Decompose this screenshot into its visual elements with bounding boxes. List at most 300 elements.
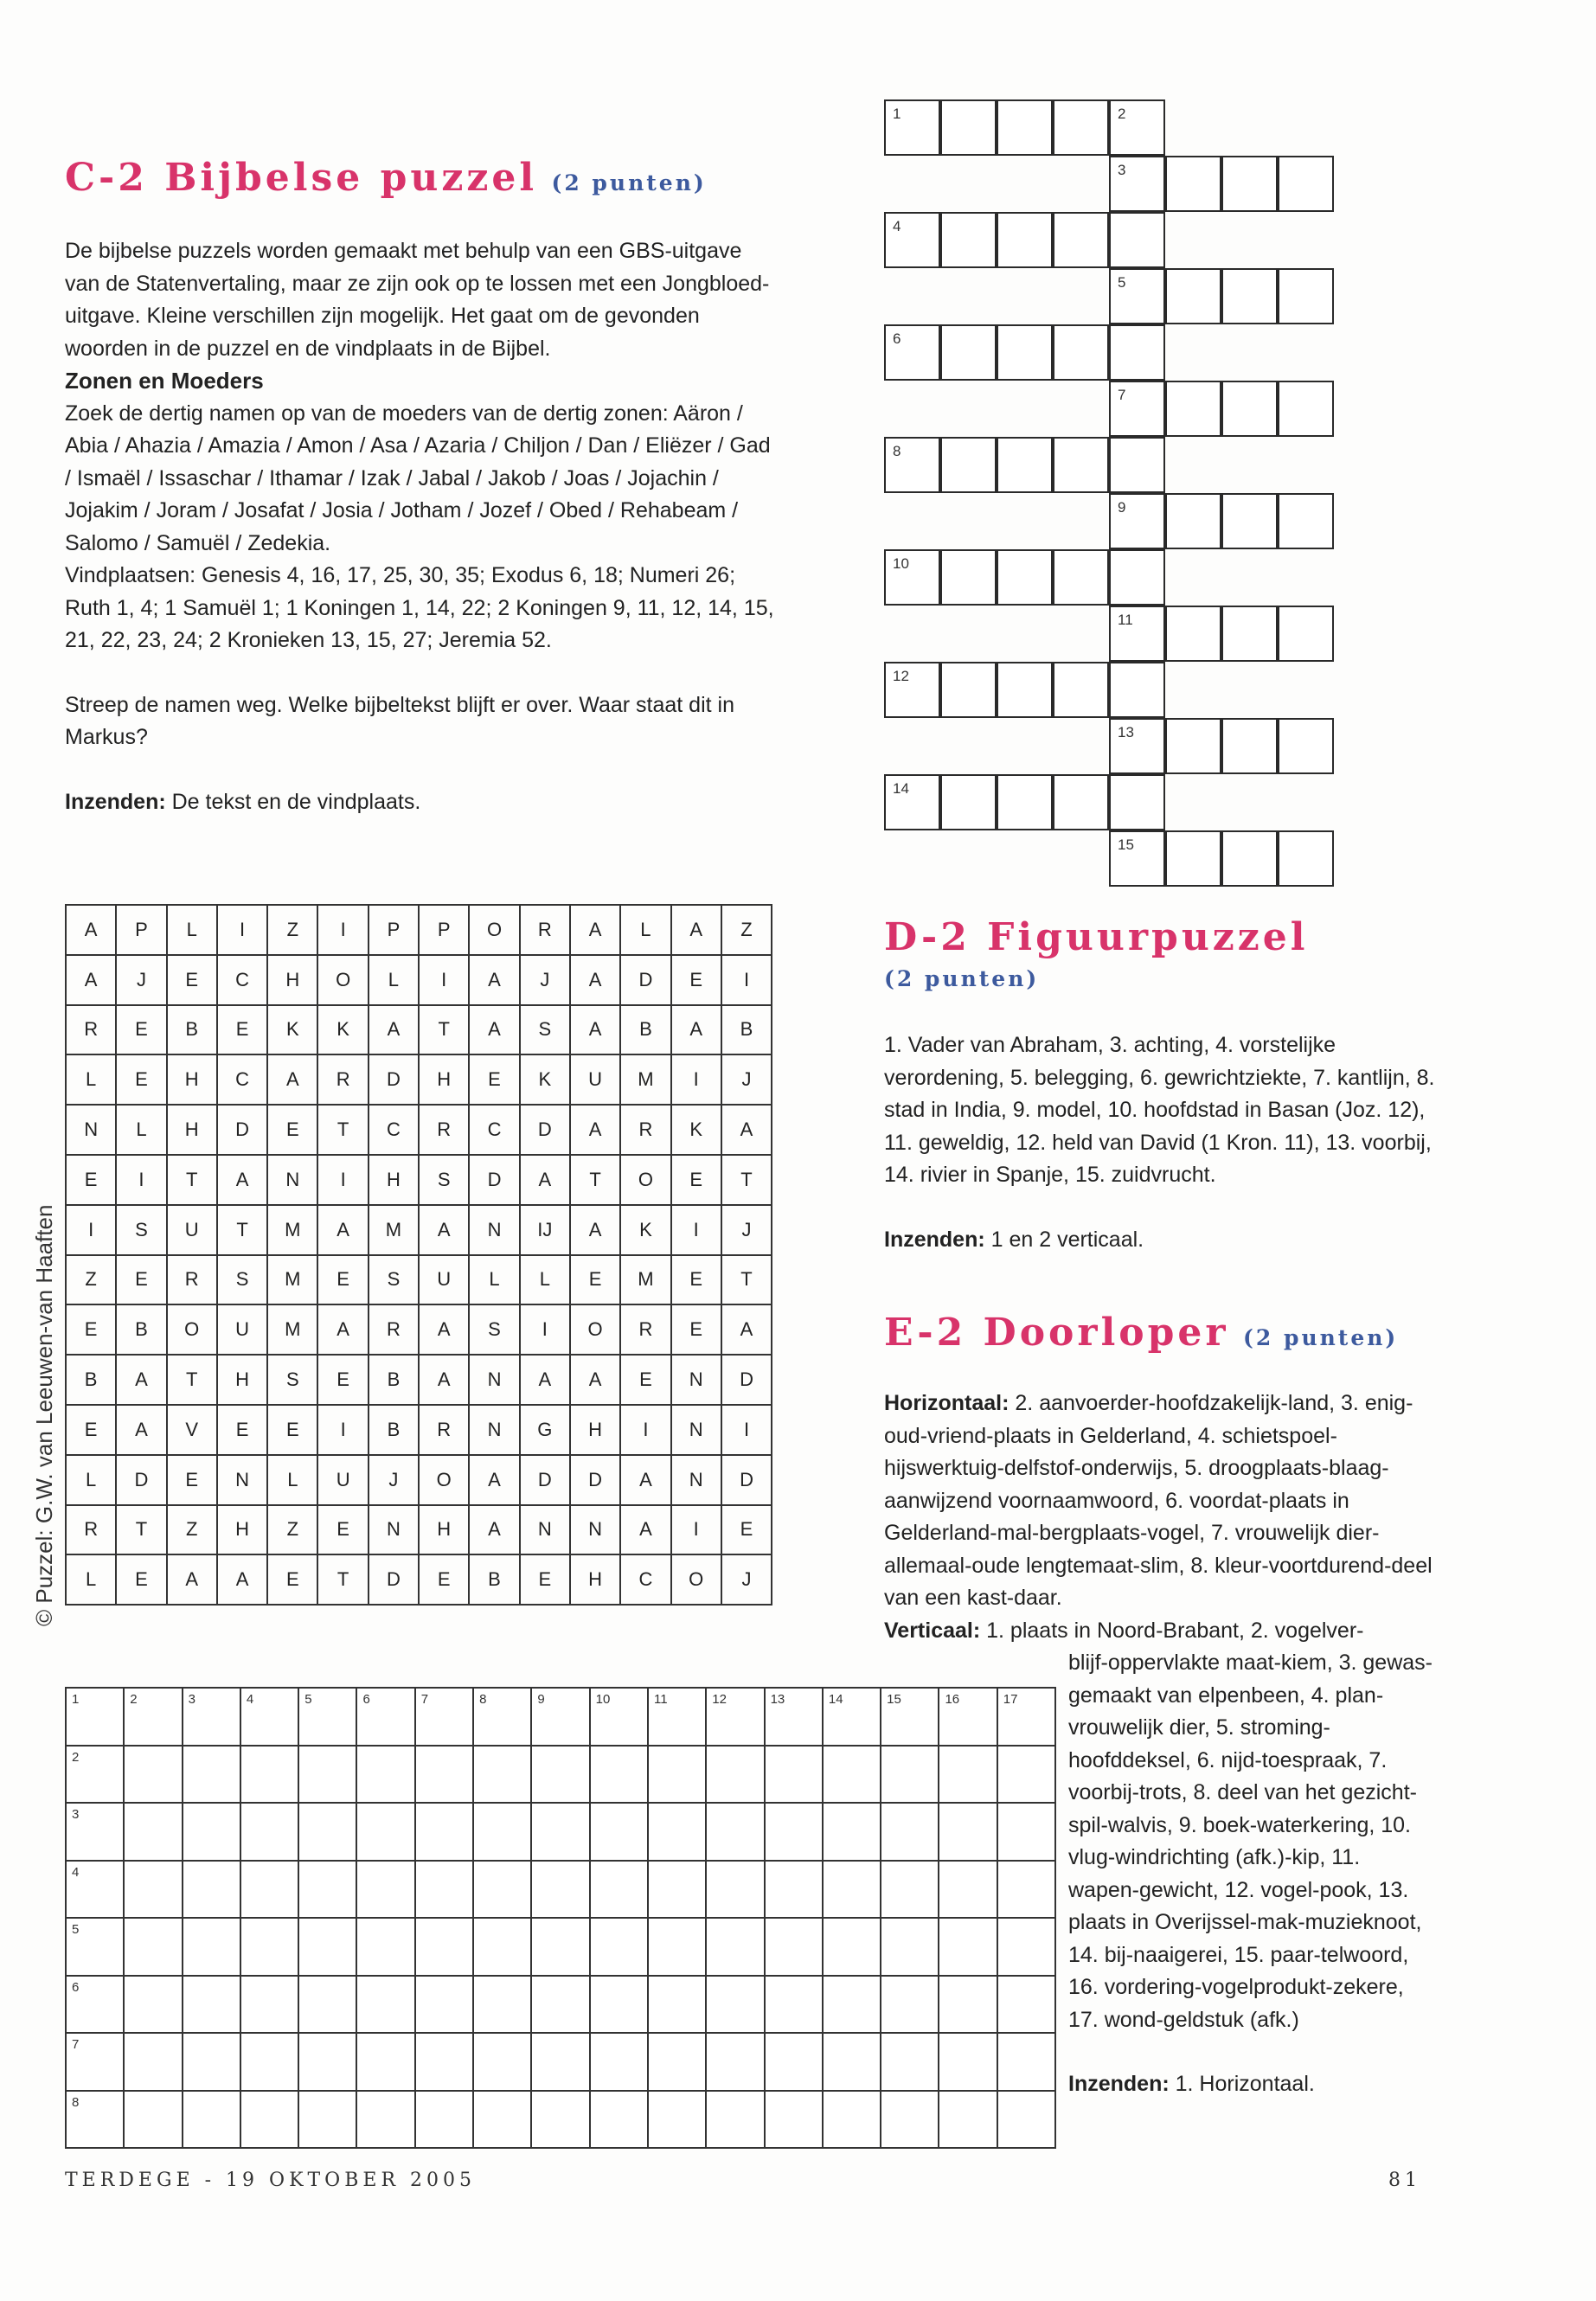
doorloper-cell[interactable] [66, 1803, 124, 1861]
e2-vertical-label: Verticaal: [884, 1618, 981, 1643]
figuur-cell[interactable] [1165, 718, 1221, 774]
doorloper-cell[interactable] [183, 2091, 240, 2149]
doorloper-cell[interactable] [765, 1861, 823, 1919]
figuur-cell[interactable] [1053, 212, 1109, 268]
doorloper-cell[interactable] [473, 1688, 531, 1746]
doorloper-cell[interactable] [473, 1746, 531, 1804]
doorloper-cell[interactable] [473, 1861, 531, 1919]
doorloper-cell[interactable] [765, 1746, 823, 1804]
doorloper-cell[interactable] [765, 1803, 823, 1861]
doorloper-cell[interactable] [590, 1918, 648, 1976]
figuur-cell[interactable] [1053, 324, 1109, 381]
figuur-cell[interactable] [884, 549, 940, 606]
word-search-cell: S [419, 1155, 469, 1205]
doorloper-cell[interactable] [765, 1918, 823, 1976]
figuur-cell[interactable] [1165, 606, 1221, 662]
doorloper-cell-number: 6 [72, 1979, 80, 1995]
word-search-row [66, 1455, 772, 1505]
figuur-cell-number: 15 [1118, 836, 1134, 853]
figuur-column-cell[interactable] [1109, 437, 1165, 493]
figuur-cell[interactable] [940, 774, 997, 830]
word-search-cell: R [369, 1304, 419, 1355]
doorloper-cell[interactable] [648, 1918, 706, 1976]
doorloper-cell[interactable] [298, 1803, 356, 1861]
puzzle-credit: © Puzzel: G.W. van Leeuwen-van Haaften [31, 1204, 57, 1626]
figuur-column-cell[interactable] [1109, 324, 1165, 381]
word-search-cell: M [267, 1304, 317, 1355]
figuur-cell[interactable] [1221, 268, 1278, 324]
word-search-cell: P [369, 905, 419, 955]
figuur-column-cell[interactable] [1109, 549, 1165, 606]
doorloper-cell[interactable] [881, 1803, 939, 1861]
doorloper-cell[interactable] [124, 1976, 182, 2034]
word-search-cell: D [116, 1455, 166, 1505]
figuur-cell[interactable] [1278, 381, 1334, 437]
figuur-cell[interactable] [884, 774, 940, 830]
doorloper-cell[interactable] [590, 1746, 648, 1804]
figuur-cell[interactable] [1221, 718, 1278, 774]
doorloper-cell[interactable] [531, 2033, 589, 2091]
doorloper-cell-number: 7 [420, 1692, 429, 1707]
doorloper-cell[interactable] [531, 1688, 589, 1746]
doorloper-cell[interactable] [531, 2091, 589, 2149]
figuur-cell[interactable] [1109, 268, 1165, 324]
word-search-row [66, 1005, 772, 1055]
figuur-cell[interactable] [1053, 662, 1109, 718]
word-search-cell: R [66, 1005, 116, 1055]
word-search-cell: A [520, 1355, 570, 1405]
word-search-cell: E [419, 1554, 469, 1605]
figuur-cell[interactable] [1109, 606, 1165, 662]
word-search-cell: E [671, 1155, 721, 1205]
word-search-cell: K [317, 1005, 368, 1055]
word-search-cell: H [217, 1355, 267, 1405]
doorloper-cell[interactable] [997, 1918, 1055, 1976]
doorloper-cell-number: 15 [887, 1692, 901, 1707]
figuur-cell-number: 6 [893, 330, 901, 347]
e2-points: (2 punten) [1243, 1325, 1399, 1350]
word-search-cell: J [369, 1455, 419, 1505]
doorloper-cell-number: 6 [362, 1692, 370, 1707]
doorloper-cell[interactable] [590, 1976, 648, 2034]
d2-submit-label: Inzenden: [884, 1227, 985, 1252]
doorloper-cell[interactable] [356, 2091, 414, 2149]
doorloper-cell[interactable] [997, 1976, 1055, 2034]
figuur-cell[interactable] [1053, 437, 1109, 493]
doorloper-cell[interactable] [939, 1918, 997, 1976]
figuur-cell[interactable] [1278, 830, 1334, 887]
doorloper-cell[interactable] [66, 1976, 124, 2034]
word-search-cell: S [469, 1304, 519, 1355]
doorloper-cell[interactable] [648, 1803, 706, 1861]
doorloper-cell[interactable] [823, 1746, 881, 1804]
figuur-cell[interactable] [1221, 606, 1278, 662]
word-search-cell: I [317, 1155, 368, 1205]
c2-submit-label: Inzenden: [65, 789, 166, 814]
doorloper-cell[interactable] [66, 2033, 124, 2091]
doorloper-cell-number: 10 [595, 1692, 611, 1707]
word-search-cell: A [469, 1505, 519, 1555]
doorloper-cell[interactable] [124, 2033, 182, 2091]
figuur-cell[interactable] [1109, 718, 1165, 774]
doorloper-cell[interactable] [298, 1861, 356, 1919]
doorloper-cell[interactable] [473, 2033, 531, 2091]
word-search-cell: B [620, 1005, 670, 1055]
word-search-row [66, 905, 772, 955]
doorloper-cell[interactable] [415, 2091, 473, 2149]
doorloper-cell[interactable] [183, 1918, 240, 1976]
word-search-cell: E [570, 1255, 620, 1305]
figuur-cell[interactable] [1165, 830, 1221, 887]
word-search-cell: B [721, 1005, 772, 1055]
figuur-cell[interactable] [997, 324, 1053, 381]
figuur-cell[interactable] [997, 212, 1053, 268]
word-search-cell: E [267, 1405, 317, 1455]
doorloper-cell[interactable] [939, 1688, 997, 1746]
doorloper-cell[interactable] [415, 1976, 473, 2034]
figuur-cell[interactable] [884, 437, 940, 493]
doorloper-cell[interactable] [531, 1976, 589, 2034]
figuur-cell[interactable] [997, 99, 1053, 156]
doorloper-cell[interactable] [648, 1688, 706, 1746]
word-search-cell: I [116, 1155, 166, 1205]
doorloper-cell[interactable] [939, 1803, 997, 1861]
word-search-cell: C [369, 1105, 419, 1155]
doorloper-cell[interactable] [939, 1746, 997, 1804]
doorloper-cell[interactable] [706, 1746, 764, 1804]
doorloper-cell[interactable] [881, 1688, 939, 1746]
figuur-cell[interactable] [884, 212, 940, 268]
word-search-row [66, 955, 772, 1005]
doorloper-cell[interactable] [183, 1688, 240, 1746]
word-search-cell: B [369, 1355, 419, 1405]
figuur-column-cell[interactable] [1109, 662, 1165, 718]
doorloper-cell-number: 17 [1003, 1692, 1018, 1707]
doorloper-cell[interactable] [356, 1918, 414, 1976]
word-search-cell: E [267, 1105, 317, 1155]
word-search-cell: J [721, 1054, 772, 1105]
figuur-cell-number: 10 [893, 555, 909, 572]
figuur-cell[interactable] [1278, 268, 1334, 324]
doorloper-cell[interactable] [590, 1861, 648, 1919]
word-search-cell: T [721, 1155, 772, 1205]
figuur-cell[interactable] [1165, 156, 1221, 212]
doorloper-cell[interactable] [356, 1803, 414, 1861]
doorloper-cell-number: 5 [304, 1692, 312, 1707]
word-search-cell: A [167, 1554, 217, 1605]
figuur-cell[interactable] [940, 662, 997, 718]
doorloper-cell[interactable] [823, 2033, 881, 2091]
doorloper-cell-number: 3 [188, 1692, 195, 1707]
doorloper-cell[interactable] [997, 1746, 1055, 1804]
doorloper-cell[interactable] [240, 1976, 298, 2034]
figuur-column-cell[interactable] [1109, 99, 1165, 156]
word-search-cell: L [620, 905, 670, 955]
doorloper-cell[interactable] [66, 1918, 124, 1976]
doorloper-cell[interactable] [881, 1861, 939, 1919]
word-search-cell: V [167, 1405, 217, 1455]
word-search-cell: L [167, 905, 217, 955]
doorloper-cell[interactable] [124, 1803, 182, 1861]
doorloper-cell[interactable] [415, 2033, 473, 2091]
doorloper-cell[interactable] [706, 1803, 764, 1861]
figuur-cell[interactable] [940, 549, 997, 606]
figuur-cell[interactable] [884, 662, 940, 718]
c2-body [65, 235, 774, 818]
doorloper-cell[interactable] [765, 2033, 823, 2091]
doorloper-cell[interactable] [881, 1918, 939, 1976]
doorloper-cell[interactable] [939, 2033, 997, 2091]
figuur-cell-number: 12 [893, 668, 909, 684]
doorloper-cell[interactable] [240, 1861, 298, 1919]
doorloper-cell[interactable] [590, 1688, 648, 1746]
doorloper-cell[interactable] [183, 1861, 240, 1919]
doorloper-cell[interactable] [298, 2091, 356, 2149]
doorloper-cell[interactable] [66, 2091, 124, 2149]
word-search-cell: E [317, 1355, 368, 1405]
doorloper-cell[interactable] [240, 1688, 298, 1746]
doorloper-cell[interactable] [240, 1803, 298, 1861]
doorloper-cell[interactable] [415, 1918, 473, 1976]
word-search-cell: IJ [520, 1205, 570, 1255]
word-search-row [66, 1054, 772, 1105]
e2-vertical-continued [1068, 1647, 1436, 2101]
word-search-cell: R [620, 1304, 670, 1355]
figuur-cell[interactable] [1278, 718, 1334, 774]
doorloper-cell[interactable] [66, 1746, 124, 1804]
doorloper-cell[interactable] [939, 1861, 997, 1919]
word-search-cell: T [217, 1205, 267, 1255]
doorloper-cell[interactable] [356, 1861, 414, 1919]
doorloper-cell[interactable] [590, 2091, 648, 2149]
figuur-cell[interactable] [1053, 774, 1109, 830]
doorloper-cell-number: 1 [72, 1692, 80, 1707]
doorloper-cell-number: 4 [246, 1692, 254, 1707]
doorloper-cell-number: 2 [130, 1692, 138, 1707]
doorloper-cell[interactable] [124, 1918, 182, 1976]
word-search-cell: A [217, 1155, 267, 1205]
doorloper-cell[interactable] [881, 2091, 939, 2149]
word-search-cell: R [317, 1054, 368, 1105]
word-search-cell: R [419, 1405, 469, 1455]
doorloper-cell[interactable] [124, 1861, 182, 1919]
c2-heading [65, 156, 707, 200]
doorloper-cell[interactable] [765, 1688, 823, 1746]
word-search-cell: Z [267, 905, 317, 955]
doorloper-cell[interactable] [240, 2033, 298, 2091]
word-search-cell: E [116, 1255, 166, 1305]
figuur-cell[interactable] [1053, 549, 1109, 606]
doorloper-cell-number: 13 [770, 1692, 785, 1707]
word-search-cell: H [167, 1054, 217, 1105]
doorloper-cell[interactable] [765, 1976, 823, 2034]
doorloper-cell[interactable] [881, 1976, 939, 2034]
doorloper-cell[interactable] [531, 1861, 589, 1919]
word-search-cell: H [570, 1405, 620, 1455]
doorloper-cell[interactable] [124, 1746, 182, 1804]
figuur-cell[interactable] [1165, 381, 1221, 437]
word-search-cell: A [469, 955, 519, 1005]
doorloper-cell[interactable] [531, 1803, 589, 1861]
doorloper-cell[interactable] [183, 1746, 240, 1804]
word-search-cell: A [317, 1304, 368, 1355]
word-search-cell: L [469, 1255, 519, 1305]
figuur-cell[interactable] [997, 774, 1053, 830]
figuur-cell[interactable] [940, 324, 997, 381]
doorloper-cell[interactable] [706, 1861, 764, 1919]
doorloper-cell[interactable] [939, 2091, 997, 2149]
figuur-cell[interactable] [1109, 156, 1165, 212]
doorloper-cell[interactable] [590, 1803, 648, 1861]
doorloper-cell[interactable] [823, 1688, 881, 1746]
c2-title: C-2 Bijbelse puzzel [65, 156, 538, 200]
doorloper-cell[interactable] [823, 2091, 881, 2149]
figuur-cell-number: 11 [1118, 612, 1133, 628]
doorloper-cell[interactable] [356, 1688, 414, 1746]
doorloper-cell[interactable] [183, 1976, 240, 2034]
doorloper-cell[interactable] [881, 2033, 939, 2091]
doorloper-cell[interactable] [356, 1746, 414, 1804]
figuur-cell[interactable] [997, 437, 1053, 493]
c2-subtitle: Zonen en Moeders [65, 368, 264, 394]
doorloper-cell[interactable] [648, 2033, 706, 2091]
doorloper-cell[interactable] [298, 1746, 356, 1804]
doorloper-cell[interactable] [240, 1918, 298, 1976]
doorloper-cell[interactable] [997, 1861, 1055, 1919]
doorloper-cell[interactable] [997, 1688, 1055, 1746]
e2-submit-text: 1. Horizontaal. [1175, 2072, 1315, 2096]
word-search-cell: M [267, 1205, 317, 1255]
doorloper-cell[interactable] [881, 1746, 939, 1804]
doorloper-cell[interactable] [648, 1976, 706, 2034]
figuur-cell[interactable] [1221, 493, 1278, 549]
doorloper-cell[interactable] [706, 1688, 764, 1746]
figuur-cell[interactable] [1221, 830, 1278, 887]
doorloper-cell[interactable] [648, 1861, 706, 1919]
e2-horizontal-clues: 2. aanvoerder-hoofdzakelijk-land, 3. enig-oud-vriend-plaats in Gelderland, 4. schietspoel-hijswerktuig-delfstof-onderwijs, 5. droogplaats-blaag-aanwijzend voornaamwoord, 6. voordat-plaats in Gelderland-mal-bergplaats-vogel, 7. vrouwelijk dier-allemaal-oude lengtemaat-slim, 8. kleur-voortdurend-deel van een kast-daar. [884, 1391, 1433, 1610]
doorloper-cell[interactable] [648, 1746, 706, 1804]
doorloper-cell[interactable] [531, 1746, 589, 1804]
c2-submit [65, 786, 774, 819]
word-search-cell: H [267, 955, 317, 1005]
word-search-cell: Z [66, 1255, 116, 1305]
doorloper-cell[interactable] [765, 2091, 823, 2149]
doorloper-cell[interactable] [473, 2091, 531, 2149]
doorloper-cell-number: 16 [945, 1692, 960, 1707]
doorloper-cell[interactable] [997, 1803, 1055, 1861]
doorloper-cell[interactable] [415, 1803, 473, 1861]
figuur-cell[interactable] [884, 324, 940, 381]
figuur-cell[interactable] [1109, 493, 1165, 549]
doorloper-cell-number: 9 [537, 1692, 545, 1707]
doorloper-cell[interactable] [706, 2091, 764, 2149]
figuur-cell[interactable] [1278, 493, 1334, 549]
doorloper-cell[interactable] [823, 1861, 881, 1919]
word-search-cell: E [116, 1054, 166, 1105]
doorloper-row [66, 2091, 1055, 2149]
figuur-cell[interactable] [1165, 268, 1221, 324]
figuur-column-cell[interactable] [1109, 212, 1165, 268]
figuur-cell[interactable] [940, 437, 997, 493]
doorloper-cell[interactable] [240, 1746, 298, 1804]
word-search-cell: Z [721, 905, 772, 955]
doorloper-cell[interactable] [531, 1918, 589, 1976]
doorloper-cell[interactable] [240, 2091, 298, 2149]
doorloper-cell[interactable] [997, 2033, 1055, 2091]
doorloper-cell[interactable] [415, 1746, 473, 1804]
doorloper-cell[interactable] [66, 1688, 124, 1746]
doorloper-cell[interactable] [939, 1976, 997, 2034]
figuur-cell[interactable] [1278, 606, 1334, 662]
doorloper-cell[interactable] [298, 2033, 356, 2091]
word-search-cell: E [671, 955, 721, 1005]
word-search-cell: A [721, 1304, 772, 1355]
doorloper-cell[interactable] [298, 1976, 356, 2034]
doorloper-cell[interactable] [823, 1976, 881, 2034]
doorloper-cell[interactable] [356, 1976, 414, 2034]
doorloper-cell[interactable] [997, 2091, 1055, 2149]
word-search-cell: E [671, 1255, 721, 1305]
doorloper-cell[interactable] [124, 1688, 182, 1746]
figuur-cell[interactable] [940, 212, 997, 268]
figuur-cell[interactable] [1165, 493, 1221, 549]
figuur-cell[interactable] [1278, 156, 1334, 212]
word-search-cell: N [469, 1205, 519, 1255]
word-search-cell: I [317, 905, 368, 955]
figuur-cell[interactable] [1053, 99, 1109, 156]
doorloper-cell[interactable] [706, 2033, 764, 2091]
doorloper-cell[interactable] [124, 2091, 182, 2149]
doorloper-cell[interactable] [706, 1918, 764, 1976]
doorloper-cell[interactable] [823, 1918, 881, 1976]
figuur-cell[interactable] [940, 99, 997, 156]
doorloper-cell[interactable] [823, 1803, 881, 1861]
doorloper-cell[interactable] [183, 1803, 240, 1861]
figuur-cell-number: 13 [1118, 724, 1134, 740]
figuur-cell[interactable] [997, 549, 1053, 606]
doorloper-cell[interactable] [648, 2091, 706, 2149]
doorloper-cell[interactable] [473, 1976, 531, 2034]
word-search-cell: U [317, 1455, 368, 1505]
word-search-cell: R [167, 1255, 217, 1305]
doorloper-cell[interactable] [415, 1688, 473, 1746]
doorloper-cell-number: 12 [712, 1692, 727, 1707]
word-search-cell: U [217, 1304, 267, 1355]
figuur-column-cell[interactable] [1109, 774, 1165, 830]
figuur-cell[interactable] [1109, 830, 1165, 887]
figuur-cell[interactable] [997, 662, 1053, 718]
doorloper-cell[interactable] [298, 1688, 356, 1746]
doorloper-cell[interactable] [706, 1976, 764, 2034]
doorloper-cell[interactable] [356, 2033, 414, 2091]
word-search-cell: A [570, 1355, 620, 1405]
figuur-cell-number: 4 [893, 218, 901, 234]
doorloper-cell[interactable] [590, 2033, 648, 2091]
figuur-cell[interactable] [884, 99, 940, 156]
word-search-cell: R [620, 1105, 670, 1155]
doorloper-cell[interactable] [298, 1918, 356, 1976]
word-search-cell: O [317, 955, 368, 1005]
doorloper-cell[interactable] [473, 1803, 531, 1861]
doorloper-cell[interactable] [415, 1861, 473, 1919]
figuur-cell[interactable] [1221, 381, 1278, 437]
word-search-cell: M [369, 1205, 419, 1255]
doorloper-cell[interactable] [66, 1861, 124, 1919]
doorloper-cell[interactable] [183, 2033, 240, 2091]
figuur-cell[interactable] [1109, 381, 1165, 437]
doorloper-cell[interactable] [473, 1918, 531, 1976]
figuur-cell[interactable] [1221, 156, 1278, 212]
